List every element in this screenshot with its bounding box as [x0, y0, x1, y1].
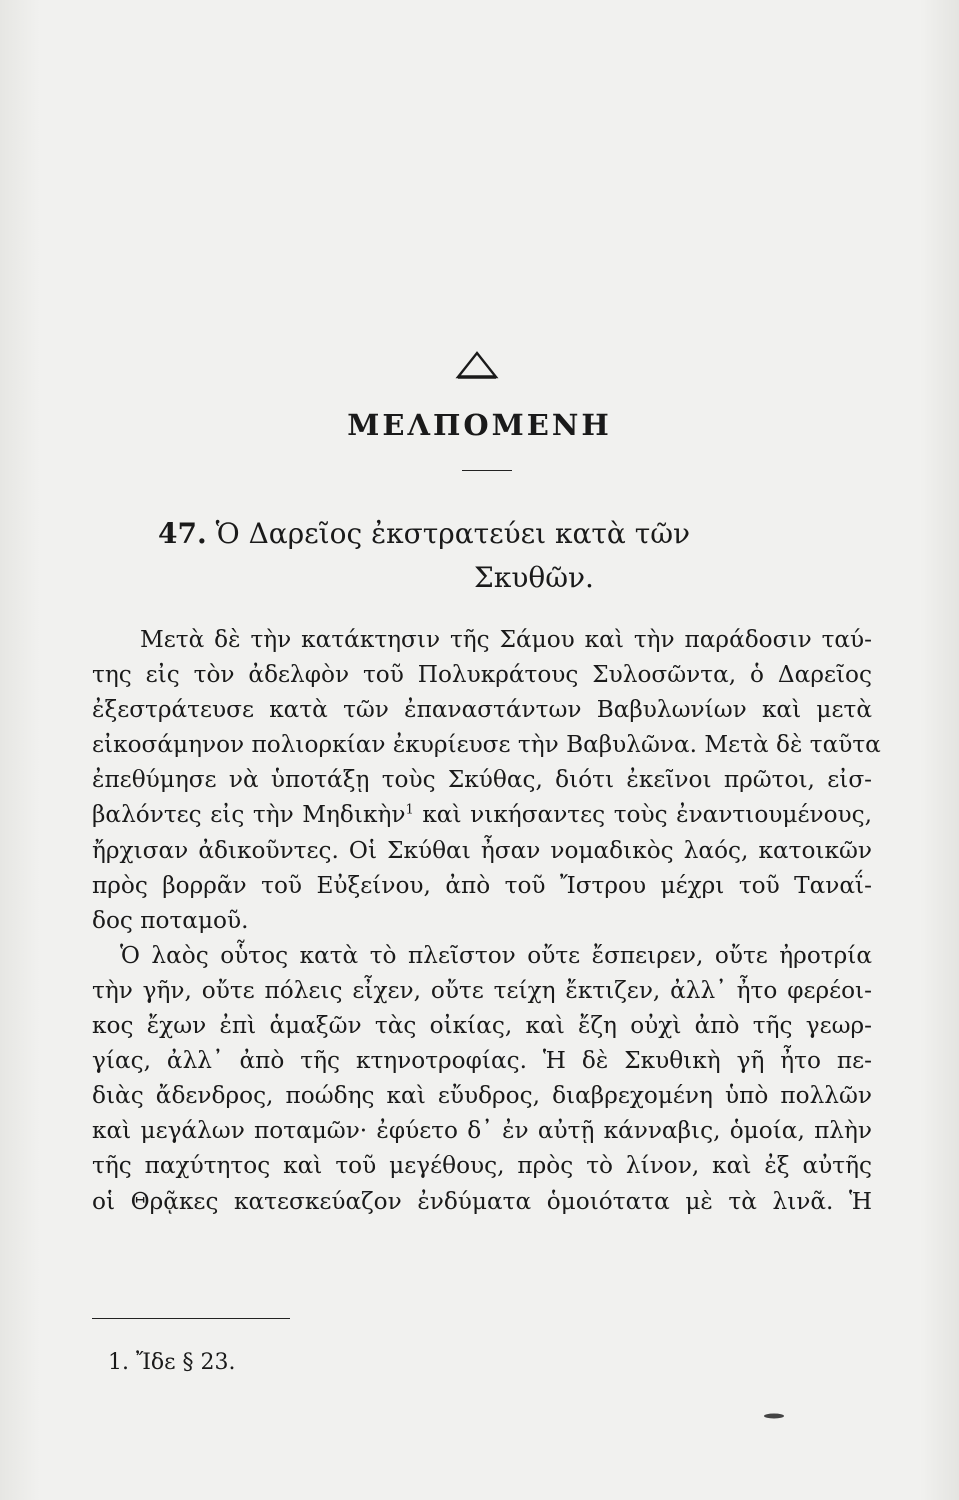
- body-line: εἰκοσάμηνον πολιορκίαν ἐκυρίευσε τὴν Βαβυλῶνα. Μετὰ δὲ ταῦτα: [92, 731, 881, 759]
- body-line-part: καὶ νικήσαντες τοὺς ἐναντιουμένους,: [422, 801, 872, 829]
- body-line: Ὁ λαὸς οὗτος κατὰ τὸ πλεῖστον οὔτε ἔσπειρεν, οὔτε ἠροτρία: [120, 941, 872, 969]
- chapter-heading: [158, 512, 848, 600]
- book-title: ΜΕΛΠΟΜΕΝΗ: [347, 408, 612, 442]
- body-line: κος ἔχων ἐπὶ ἁμαξῶν τὰς οἰκίας, καὶ ἔζη οὐχὶ ἀπὸ τῆς γεωρ-: [92, 1012, 872, 1040]
- section-letter-delta: [455, 350, 499, 380]
- footnote-reference: 1: [405, 802, 414, 818]
- footnote-divider: [92, 1318, 290, 1319]
- body-line-with-footnote: [92, 797, 872, 832]
- body-line: τὴν γῆν, οὔτε πόλεις εἶχεν, οὔτε τείχη ἔκτιζεν, ἀλλ᾽ ἦτο φερέοι-: [92, 976, 872, 1004]
- body-line: καὶ μεγάλων ποταμῶν· ἐφύετο δ᾽ ἐν αὐτῇ κάνναβις, ὁμοία, πλὴν: [92, 1117, 872, 1145]
- body-line: οἱ Θρᾷκες κατεσκεύαζον ἐνδύματα ὁμοιότατα μὲ τὰ λινᾶ. Ἡ: [92, 1187, 872, 1215]
- body-line: πρὸς βορρᾶν τοῦ Εὐξείνου, ἀπὸ τοῦ Ἴστρου μέχρι τοῦ Ταναΐ-: [92, 871, 872, 899]
- title-divider: [462, 470, 512, 471]
- ink-spot-mark: [763, 1413, 785, 1419]
- body-line: ἐξεστράτευσε κατὰ τῶν ἐπαναστάντων Βαβυλωνίων καὶ μετὰ: [92, 696, 872, 724]
- body-line: διὰς ἄδενδρος, ποώδης καὶ εὔυδρος, διαβρεχομένη ὑπὸ πολλῶν: [92, 1082, 872, 1110]
- chapter-title-line1: Ὁ Δαρεῖος ἐκστρατεύει κατὰ τῶν: [215, 517, 691, 550]
- body-line: ἐπεθύμησε νὰ ὑποτάξῃ τοὺς Σκύθας, διότι ἐκεῖνοι πρῶτοι, εἰσ-: [92, 766, 872, 794]
- body-line: τῆς παχύτητος καὶ τοῦ μεγέθους, πρὸς τὸ λίνον, καὶ ἐξ αὐτῆς: [92, 1152, 872, 1180]
- footnote: 1. Ἴδε § 23.: [108, 1350, 236, 1375]
- chapter-number: 47.: [158, 517, 207, 550]
- body-line: δος ποταμοῦ.: [92, 906, 249, 934]
- body-text: [92, 622, 881, 1219]
- body-line: της εἰς τὸν ἀδελφὸν τοῦ Πολυκράτους Συλοσῶντα, ὁ Δαρεῖος: [92, 661, 872, 689]
- body-line: Μετὰ δὲ τὴν κατάκτησιν τῆς Σάμου καὶ τὴν παράδοσιν ταύ-: [140, 626, 872, 653]
- body-line: ἤρχισαν ἀδικοῦντες. Οἱ Σκύθαι ἦσαν νομαδικὸς λαός, κατοικῶν: [92, 836, 872, 864]
- body-line: γίας, ἀλλ᾽ ἀπὸ τῆς κτηνοτροφίας. Ἡ δὲ Σκυθικὴ γῆ ἦτο πε-: [92, 1047, 872, 1075]
- chapter-title-line2: Σκυθῶν.: [474, 561, 594, 594]
- body-line-part: βαλόντες εἰς τὴν Μηδικὴν: [92, 801, 406, 829]
